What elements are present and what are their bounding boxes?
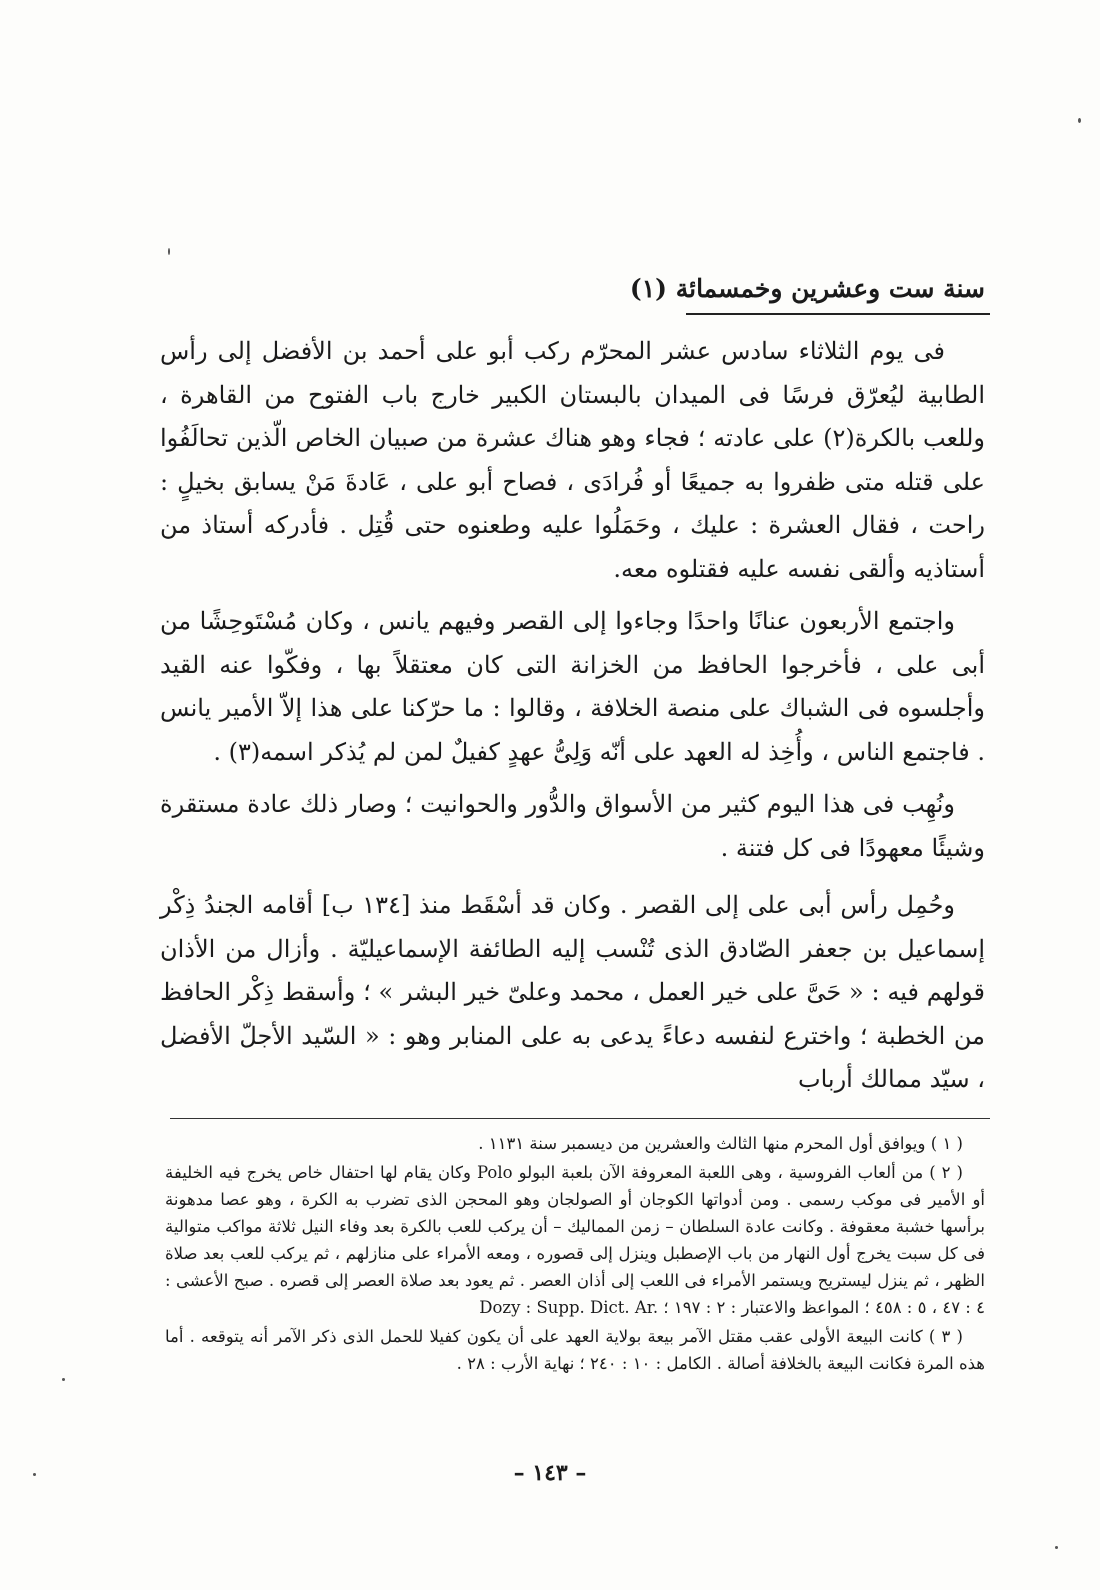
footnote-2-reference: Dozy : Supp. Dict. Ar.	[479, 1298, 659, 1317]
scan-speck	[1078, 118, 1081, 123]
paragraph-4: وحُمِل رأس أبى على إلى القصر . وكان قد أسْقَط منذ [١٣٤ ب] أقامه الجندُ ذِكْر إسماعيل بن جعفر الصّادق الذى تُنْسب إليه الطائفة الإسماعيليّة . وأزال من الأذان قولهم فيه : « حَىَّ على خير العمل ، محمد وعلىّ خير البشر » ؛ وأسقط ذِكْر الحافظ من الخطبة ؛ واخترع لنفسه دعاءً يدعى به على المنابر وهو : « السّيد الأجلّ الأفضل ، سيّد ممالك أرباب	[160, 891, 985, 1093]
page-number: – ١٤٣ –	[513, 1460, 587, 1486]
paragraph-1: فى يوم الثلاثاء سادس عشر المحرّم ركب أبو على أحمد بن الأفضل إلى رأس الطابية ليُعرّق فرسًا فى الميدان بالبستان الكبير خارج باب الفتوح من القاهرة ، وللعب بالكرة(٢) على عادته ؛ فجاء وهو هناك عشرة من صبيان الخاص الّذين تحالَفُوا على قتله متى ظفروا به جميعًا أو فُرادَى ، فصاح أبو على ، عَادةَ مَنْ يسابق بخيلٍ : راحت ، فقال العشرة : عليك ، وحَمَلُوا عليه وطعنوه حتى قُتِل . فأدركه أستاذ من أستاذيه وألقى نفسه عليه فقتلوه معه.	[160, 337, 986, 583]
paragraph-3: ونُهِب فى هذا اليوم كثير من الأسواق والدُّور والحوانيت ؛ وصار ذلك عادة مستقرة وشيئًا معهودًا فى كل فتنة .	[160, 790, 985, 862]
footnote-2	[165, 1159, 985, 1321]
footnote-2-text-a: ( ٢ ) من ألعاب الفروسية ، وهى اللعبة المعروفة الآن بلعبة البولو	[518, 1163, 963, 1182]
footnote-2-polo: Polo	[476, 1163, 513, 1182]
footnote-1: ( ١ ) ويوافق أول المحرم منها الثالث والعشرين من ديسمبر سنة ١١٣١ .	[478, 1134, 963, 1153]
scan-speck	[1055, 1546, 1058, 1549]
page-heading: سنة ست وعشرين وخمسمائة (١)	[629, 274, 985, 303]
footnotes	[165, 1130, 985, 1379]
scan-speck	[168, 248, 170, 255]
scan-speck	[62, 1378, 65, 1381]
footnote-2-text-b: وكان يقام لها احتفال خاص يخرج فيه الخليفة أو الأمير فى موكب رسمى . ومن أدواتها الكوجان أو الصولجان وهو المحجن الذى تضرب به الكرة ، وهو عصا مدهونة برأسها خشبة معقوفة . وكانت عادة السلطان – زمن المماليك – أن يركب للعب بالكرة بعد وفاء النيل ثلاثة مواكب متوالية فى كل سبت يخرج أول النهار من باب الإصطبل وينزل إلى قصوره ، ومعه الأمراء على منازلهم ، ثم يركب للعب بعد صلاة الظهر ، ثم ينزل ليستريح ويستمر الأمراء فى اللعب إلى أذان العصر . ثم يعود بعد صلاة العصر إلى قصره . صبح الأعشى : ٤ : ٤٧ ، ٥ : ٤٥٨ ؛ المواعظ والاعتبار : ٢ : ١٩٧ ؛	[165, 1163, 985, 1317]
footnote-3: ( ٣ ) كانت البيعة الأولى عقب مقتل الآمر بيعة بولاية العهد على أن يكون كفيلا للحمل الذى ذكر الآمر أنه يتوقعه . أما هذه المرة فكانت البيعة بالخلافة أصالة . الكامل : ١٠ : ٢٤٠ ؛ نهاية الأرب : ٢٨ .	[165, 1327, 985, 1373]
footnote-separator	[170, 1118, 990, 1119]
main-text	[160, 330, 985, 1111]
heading-underline	[686, 313, 990, 315]
paragraph-2: واجتمع الأربعون عنانًا واحدًا وجاءوا إلى القصر وفيهم يانس ، وكان مُسْتَوحِشًا من أبى على ، فأخرجوا الحافظ من الخزانة التى كان معتقلاً بها ، وفكّوا عنه القيد وأجلسوه فى الشباك على منصة الخلافة ، وقالوا : ما حرّكنا على هذا إلاّ الأمير يانس . فاجتمع الناس ، وأُخِذ له العهد على أنّه وَلِىُّ عهدٍ كفيلٌ لمن لم يُذكر اسمه(٣) .	[160, 607, 986, 766]
